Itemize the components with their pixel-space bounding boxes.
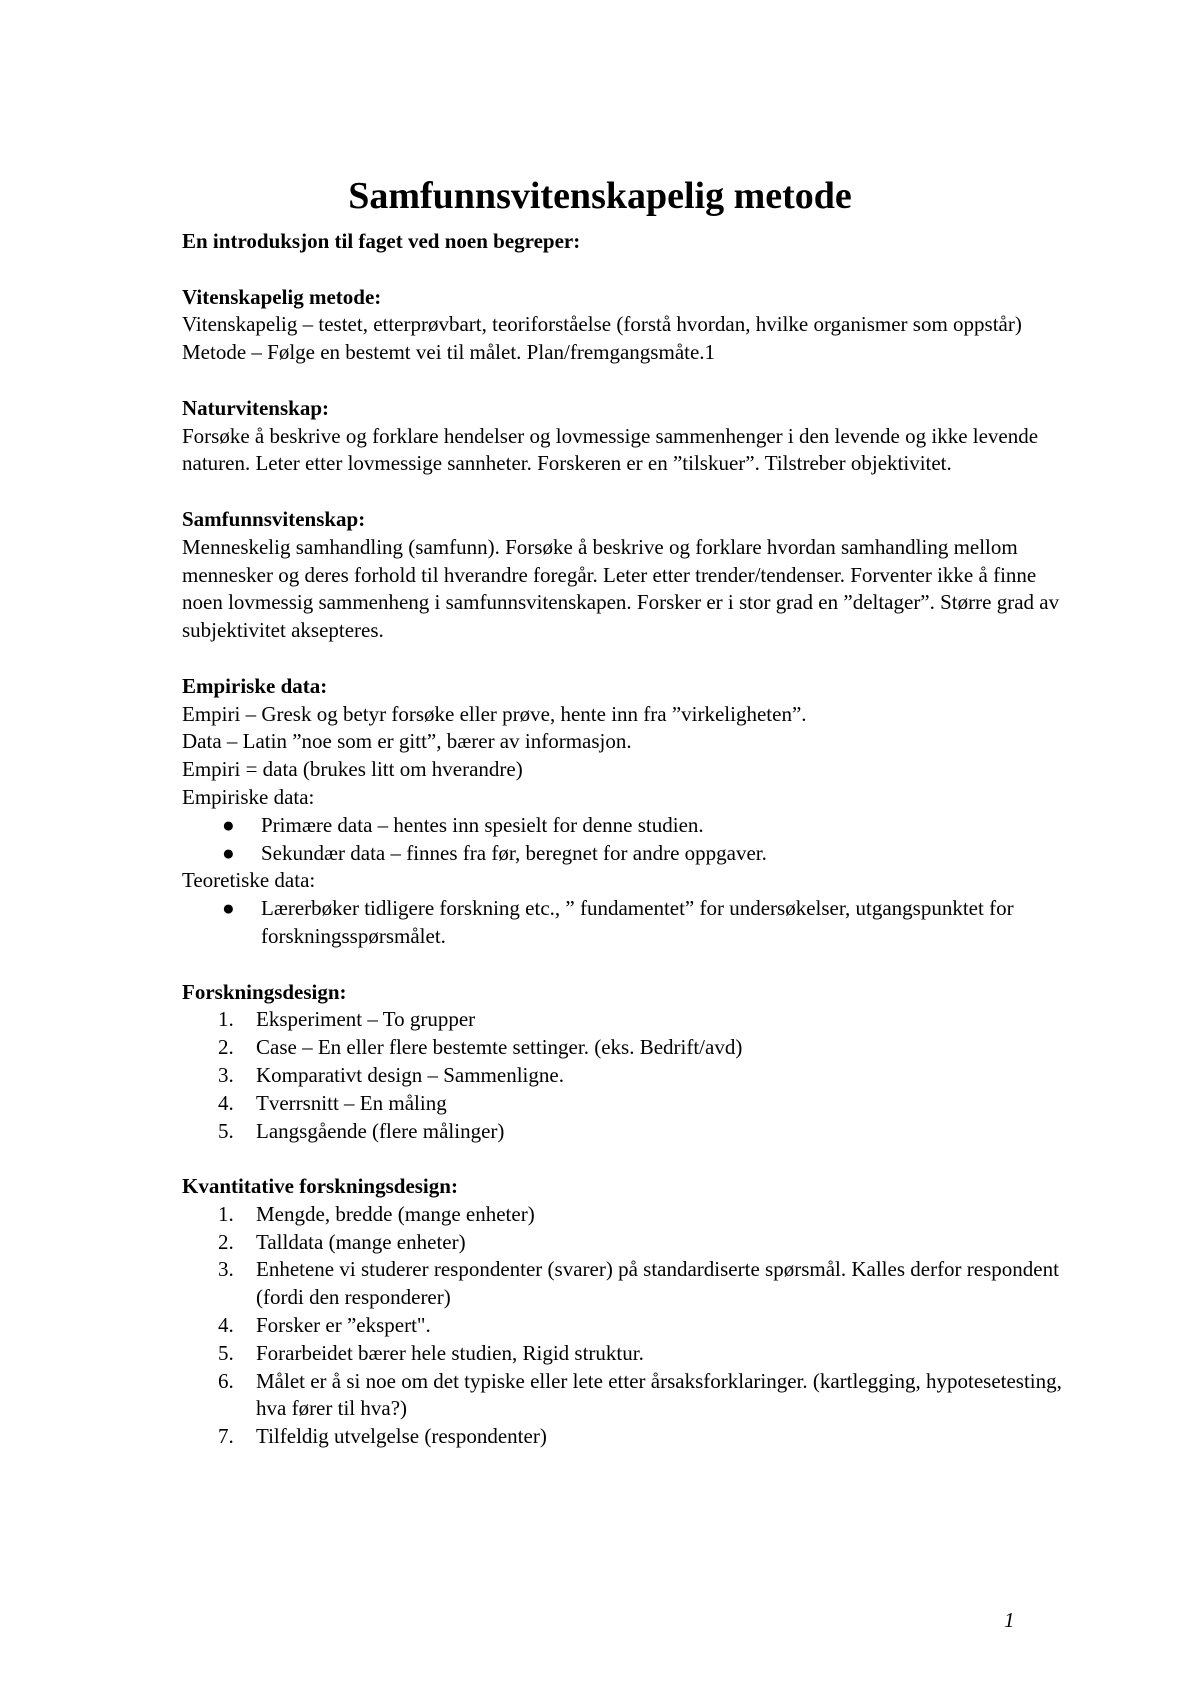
section-heading: Vitenskapelig metode: bbox=[182, 284, 382, 309]
list-item-text: Tilfeldig utvelgelse (respondenter) bbox=[256, 1424, 547, 1449]
list-item bbox=[182, 1118, 1062, 1146]
section-samfunnsvitenskap bbox=[182, 506, 1062, 645]
section-naturvitenskap bbox=[182, 395, 1062, 478]
list-item-text: Mengde, bredde (mange enheter) bbox=[256, 1201, 535, 1226]
numbered-list bbox=[182, 1201, 1062, 1451]
list-item bbox=[182, 1062, 1062, 1090]
list-item bbox=[182, 1229, 1062, 1257]
list-item bbox=[182, 1340, 1062, 1368]
list-number: 5. bbox=[218, 1340, 234, 1365]
document-body bbox=[182, 228, 1062, 1451]
list-item bbox=[182, 1201, 1062, 1229]
list-item-text: Forarbeidet bærer hele studien, Rigid struktur. bbox=[256, 1340, 644, 1365]
section-vitenskapelig-metode bbox=[182, 284, 1062, 367]
list-item-text: Eksperiment – To grupper bbox=[256, 1007, 476, 1032]
text-line: Data – Latin ”noe som er gitt”, bærer av informasjon. bbox=[182, 729, 632, 754]
list-item-text: Tverrsnitt – En måling bbox=[256, 1090, 447, 1115]
list-item bbox=[182, 1423, 1062, 1451]
paragraph: Forsøke å beskrive og forklare hendelser og lovmessige sammenhenger i den levende og ikke levende naturen. Leter etter lovmessige sannheter. Forskeren er en ”tilskuer”. Tilstreber objektivitet. bbox=[182, 423, 1039, 476]
list-item-text: Primære data – hentes inn spesielt for denne studien. bbox=[261, 812, 704, 837]
list-item bbox=[182, 895, 1062, 951]
paragraph: Menneskelig samhandling (samfunn). Forsøke å beskrive og forklare hvordan samhandling mellom mennesker og deres forhold til hverandre foregår. Leter etter trender/tendenser. Forventer ikke å finne noen lovmessig sammenheng i samfunnsvitenskapen. Forsker er i stor grad en ”deltager”. Større grad av subjektivitet aksepteres. bbox=[182, 534, 1060, 643]
text-line: Teoretiske data: bbox=[182, 868, 316, 893]
bullet-icon: ● bbox=[222, 812, 235, 837]
list-number: 5. bbox=[218, 1118, 234, 1143]
list-number: 1. bbox=[218, 1201, 234, 1226]
list-item bbox=[182, 1034, 1062, 1062]
section-heading: Empiriske data: bbox=[182, 673, 328, 698]
bullet-list bbox=[182, 812, 1062, 868]
list-number: 4. bbox=[218, 1090, 234, 1115]
section-kvantitative-forskningsdesign bbox=[182, 1173, 1062, 1451]
list-number: 3. bbox=[218, 1257, 234, 1282]
text-line: Empiri = data (brukes litt om hverandre) bbox=[182, 757, 523, 782]
text-line: Empiri – Gresk og betyr forsøke eller prøve, hente inn fra ”virkeligheten”. bbox=[182, 701, 807, 726]
page-number: 1 bbox=[1004, 1608, 1015, 1632]
list-item-text: Forsker er ”ekspert". bbox=[256, 1313, 431, 1338]
section-heading: Forskningsdesign: bbox=[182, 979, 347, 1004]
bullet-icon: ● bbox=[222, 840, 235, 865]
list-number: 1. bbox=[218, 1007, 234, 1032]
paragraph: Vitenskapelig – testet, etterprøvbart, teoriforståelse (forstå hvordan, hvilke organismer som oppstår) bbox=[182, 312, 1022, 337]
list-item bbox=[182, 812, 1062, 840]
list-number: 2. bbox=[218, 1229, 234, 1254]
section-heading: Samfunnsvitenskap: bbox=[182, 506, 366, 531]
list-item-text: Langsgående (flere målinger) bbox=[256, 1118, 505, 1143]
numbered-list bbox=[182, 1006, 1062, 1145]
list-number: 2. bbox=[218, 1035, 234, 1060]
list-item-text: Sekundær data – finnes fra før, beregnet for andre oppgaver. bbox=[261, 840, 767, 865]
list-number: 3. bbox=[218, 1062, 234, 1087]
paragraph: Metode – Følge en bestemt vei til målet. Plan/fremgangsmåte.1 bbox=[182, 340, 716, 365]
list-item-text: Case – En eller flere bestemte settinger. (eks. Bedrift/avd) bbox=[256, 1035, 743, 1060]
list-number: 7. bbox=[218, 1424, 234, 1449]
intro-heading: En introduksjon til faget ved noen begreper: bbox=[182, 229, 581, 253]
section-forskningsdesign bbox=[182, 979, 1062, 1146]
page-title: Samfunnsvitenskapelig metode bbox=[348, 175, 852, 218]
list-item-text: Komparativt design – Sammenligne. bbox=[256, 1062, 564, 1087]
list-item bbox=[182, 840, 1062, 868]
list-item bbox=[182, 1090, 1062, 1118]
list-item bbox=[182, 1368, 1062, 1424]
list-item-text: Målet er å si noe om det typiske eller lete etter årsaksforklaringer. (kartlegging, hypotesetesting, hva fører til hva?) bbox=[256, 1368, 1062, 1421]
list-item-text: Talldata (mange enheter) bbox=[256, 1229, 466, 1254]
bullet-list bbox=[182, 895, 1062, 951]
section-empiriske-data bbox=[182, 673, 1062, 951]
section-heading: Kvantitative forskningsdesign: bbox=[182, 1174, 458, 1199]
list-item bbox=[182, 1312, 1062, 1340]
list-item-text: Lærerbøker tidligere forskning etc., ” fundamentet” for undersøkelser, utgangspunktet for forskningsspørsmålet. bbox=[261, 896, 1014, 948]
list-item bbox=[182, 1256, 1062, 1312]
list-number: 6. bbox=[218, 1368, 234, 1393]
text-line: Empiriske data: bbox=[182, 784, 315, 809]
section-heading: Naturvitenskap: bbox=[182, 395, 330, 420]
list-item-text: Enhetene vi studerer respondenter (svarer) på standardiserte spørsmål. Kalles derfor respondent (fordi den responderer) bbox=[256, 1257, 1059, 1310]
list-number: 4. bbox=[218, 1313, 234, 1338]
bullet-icon: ● bbox=[222, 896, 235, 921]
list-item bbox=[182, 1006, 1062, 1034]
